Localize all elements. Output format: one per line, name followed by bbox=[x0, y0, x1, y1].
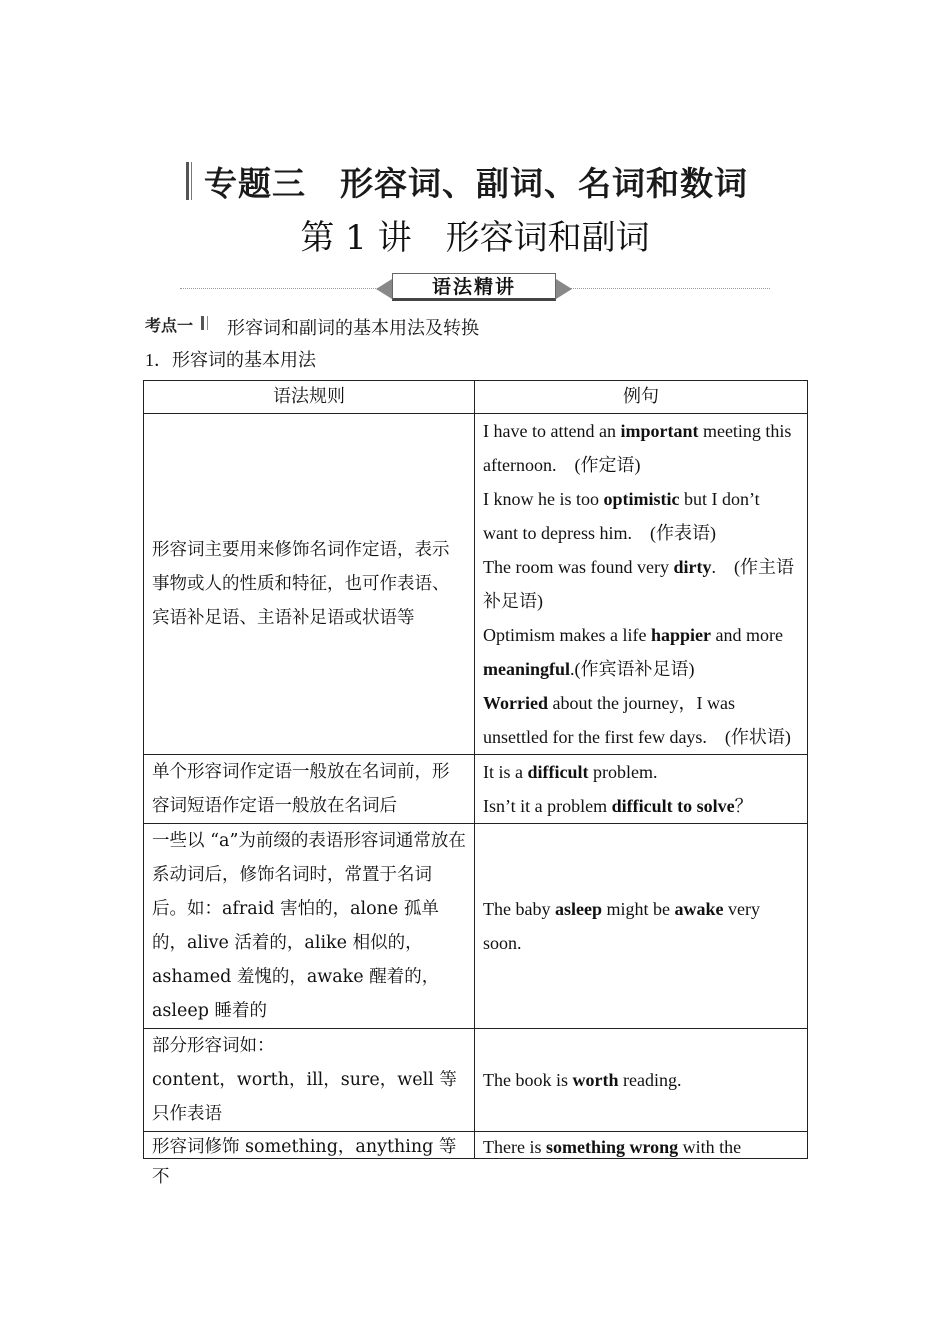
rule-line: content，worth，ill，sure，well 等只作表语 bbox=[152, 1070, 457, 1124]
title-bar-icon bbox=[186, 162, 192, 200]
lecture-title: 第 1 讲 形容词和副词 bbox=[300, 218, 650, 258]
table-row bbox=[144, 1029, 808, 1132]
rule-line: 部分形容词如： bbox=[152, 1036, 275, 1056]
table-header-row bbox=[144, 381, 808, 414]
example-cell bbox=[475, 1132, 808, 1159]
kaodian-label: 考点一 bbox=[145, 316, 194, 335]
topic-heading: 专题三 形容词、副词、名词和数词 bbox=[204, 164, 748, 203]
example-sentence: Optimism makes a life happier and more meaningful.(作宾语补足语) bbox=[483, 625, 783, 679]
rule-cell: 一些以 “a”为前缀的表语形容词通常放在系动词后，修饰名词时，常置于名词后。如：afraid 害怕的，alone 孤单的，alive 活着的，alike 相似的，ashamed 羞愧的，awake 醒着的，asleep 睡着的 bbox=[144, 824, 475, 1029]
subheading: 1．形容词的基本用法 bbox=[145, 350, 316, 370]
divider-right bbox=[570, 288, 770, 289]
grammar-table bbox=[143, 380, 808, 1187]
example-cell bbox=[475, 1029, 808, 1132]
example-sentence: There is something wrong with the bbox=[483, 1137, 742, 1157]
example-cell bbox=[475, 824, 808, 1029]
header-example: 例句 bbox=[475, 381, 808, 414]
kaodian-bar-icon bbox=[201, 316, 208, 330]
example-sentence: I have to attend an important meeting this afternoon. (作定语) bbox=[483, 421, 792, 475]
rule-cell bbox=[144, 1132, 475, 1187]
section-banner bbox=[180, 273, 770, 305]
rule-text: 形容词修饰 something，anything 等不 bbox=[152, 1137, 457, 1187]
rule-cell bbox=[144, 1029, 475, 1132]
example-sentence: The book is worth reading. bbox=[483, 1070, 682, 1090]
rule-cell: 形容词主要用来修饰名词作定语，表示事物或人的性质和特征，也可作表语、宾语补足语、主语补足语或状语等 bbox=[144, 414, 475, 755]
example-sentence: The baby asleep might be awake very soon. bbox=[483, 899, 760, 953]
example-sentence: Isn’t it a problem difficult to solve？ bbox=[483, 796, 753, 816]
kaodian-title: 形容词和副词的基本用法及转换 bbox=[227, 318, 479, 339]
example-cell bbox=[475, 755, 808, 824]
triangle-left-icon bbox=[376, 279, 392, 299]
example-cell bbox=[475, 414, 808, 755]
rule-cell: 单个形容词作定语一般放在名词前，形容词短语作定语一般放在名词后 bbox=[144, 755, 475, 824]
table-row bbox=[144, 1132, 808, 1159]
table-row bbox=[144, 755, 808, 824]
table-row bbox=[144, 414, 808, 755]
example-sentence: I know he is too optimistic but I don’t want to depress him. (作表语) bbox=[483, 489, 760, 543]
divider-left bbox=[180, 288, 380, 289]
header-rule: 语法规则 bbox=[144, 381, 475, 414]
triangle-right-icon bbox=[556, 279, 572, 299]
example-sentence: It is a difficult problem. bbox=[483, 762, 658, 782]
table-row bbox=[144, 824, 808, 1029]
section-banner-label: 语法精讲 bbox=[392, 273, 556, 301]
example-sentence: Worried about the journey，I was unsettled for the first few days. (作状语) bbox=[483, 693, 791, 747]
example-sentence: The room was found very dirty. (作主语补足语) bbox=[483, 557, 794, 611]
topic-title bbox=[186, 158, 766, 204]
